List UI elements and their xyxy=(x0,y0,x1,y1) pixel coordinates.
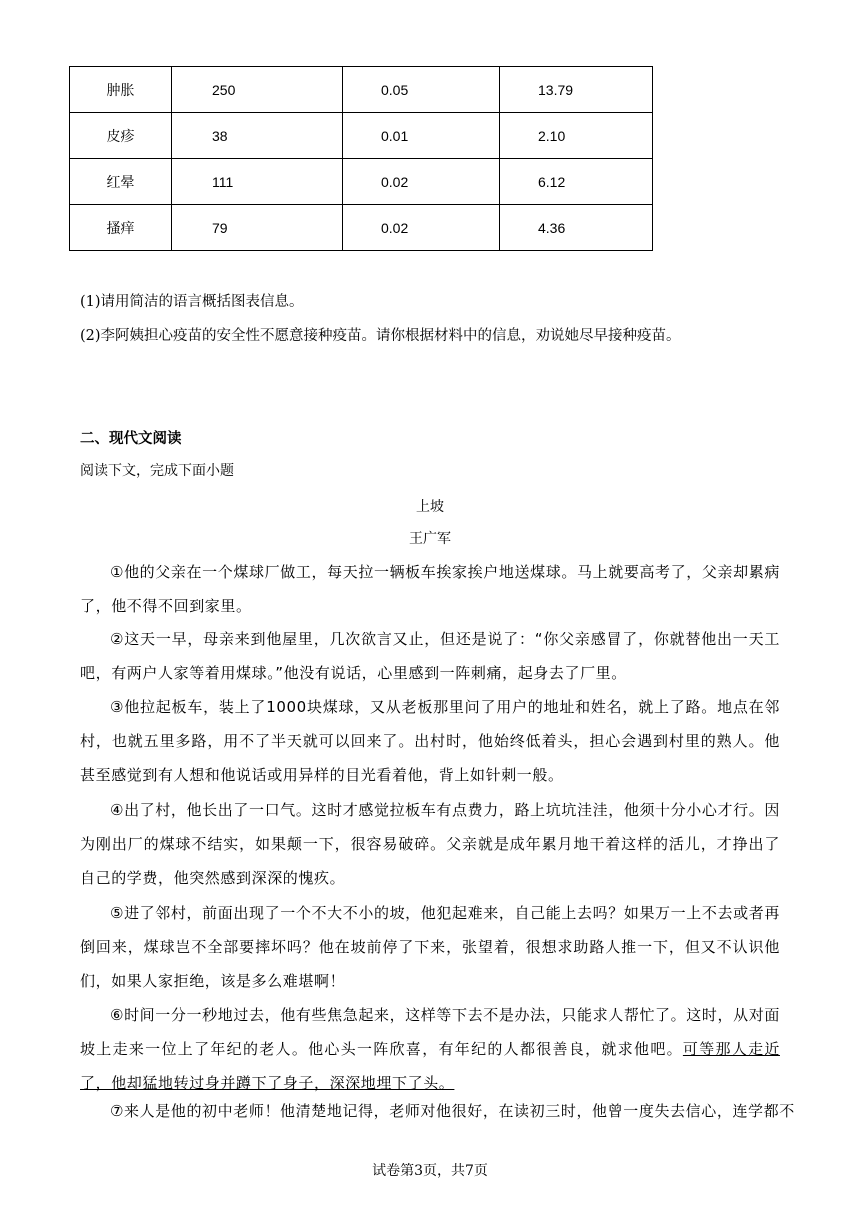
page-footer: 试卷第3页，共7页 xyxy=(372,1163,488,1179)
table-cell: 38 xyxy=(172,113,343,159)
table-cell: 6.12 xyxy=(500,159,653,205)
section-heading: 二、现代文阅读 xyxy=(80,431,182,447)
paragraph-6-text: ⑥时间一分一秒地过去，他有些焦急起来，这样等下去不是办法，只能求人帮忙了。这时，从对面坡上走来一位上了年纪的老人。他心头一阵欣喜，有年纪的人都很善良，就求他吧。 xyxy=(80,1006,780,1058)
paragraph-6 xyxy=(80,998,780,1100)
paragraph-4: ④出了村，他长出了一口气。这时才感觉拉板车有点费力，路上坑坑洼洼，他须十分小心才行。因为刚出厂的煤球不结实，如果颠一下，很容易破碎。父亲就是成年累月地干着这样的活儿，才挣出了自己的学费，他突然感到深深的愧疚。 xyxy=(80,801,780,887)
table-cell: 皮疹 xyxy=(70,113,172,159)
table-row xyxy=(70,113,653,159)
paragraph-3: ③他拉起板车，装上了1000块煤球，又从老板那里问了用户的地址和姓名，就上了路。地点在邻村，也就五里多路，用不了半天就可以回来了。出村时，他始终低着头，担心会遇到村里的熟人。他甚至感觉到有人想和他说话或用异样的目光看着他，背上如针刺一般。 xyxy=(80,698,780,784)
table-cell: 红晕 xyxy=(70,159,172,205)
table-cell: 搔痒 xyxy=(70,205,172,251)
article-title: 上坡 xyxy=(416,499,444,515)
underlined-sentence: 可等那人走近了，他却猛地转过身并蹲下了身子，深深地埋下了头。 xyxy=(80,1040,780,1092)
table-cell: 4.36 xyxy=(500,205,653,251)
table-cell: 250 xyxy=(172,67,343,113)
table-cell: 2.10 xyxy=(500,113,653,159)
table-row xyxy=(70,67,653,113)
table-cell: 肿胀 xyxy=(70,67,172,113)
table-cell: 0.01 xyxy=(343,113,500,159)
table-cell: 0.02 xyxy=(343,159,500,205)
paragraph-7: ⑦来人是他的初中老师！他清楚地记得，老师对他很好，在读初三时，他曾一度失去信心，连学都不 xyxy=(110,1102,795,1120)
paragraph-2: ②这天一早，母亲来到他屋里，几次欲言又止，但还是说了：“你父亲感冒了，你就替他出一天工吧，有两户人家等着用煤球。”他没有说话，心里感到一阵刺痛，起身去了厂里。 xyxy=(80,630,780,682)
table-cell: 0.05 xyxy=(343,67,500,113)
table-cell: 0.02 xyxy=(343,205,500,251)
data-table xyxy=(69,66,653,251)
article-author: 王广军 xyxy=(409,531,451,547)
instruction: 阅读下文，完成下面小题 xyxy=(80,463,234,479)
table-row xyxy=(70,205,653,251)
table-cell: 111 xyxy=(172,159,343,205)
paragraph-1: ①他的父亲在一个煤球厂做工，每天拉一辆板车挨家挨户地送煤球。马上就要高考了，父亲却累病了，他不得不回到家里。 xyxy=(80,563,780,615)
table-cell: 79 xyxy=(172,205,343,251)
table-cell: 13.79 xyxy=(500,67,653,113)
table-row xyxy=(70,159,653,205)
question-2: (2)李阿姨担心疫苗的安全性不愿意接种疫苗。请你根据材料中的信息，劝说她尽早接种疫苗。 xyxy=(80,328,681,344)
paragraph-5: ⑤进了邻村，前面出现了一个不大不小的坡，他犯起难来，自己能上去吗？如果万一上不去或者再倒回来，煤球岂不全部要摔坏吗？他在坡前停了下来，张望着，很想求助路人推一下，但又不认识他们，如果人家拒绝，该是多么难堪啊！ xyxy=(80,904,780,990)
question-1: (1)请用简洁的语言概括图表信息。 xyxy=(80,294,304,310)
